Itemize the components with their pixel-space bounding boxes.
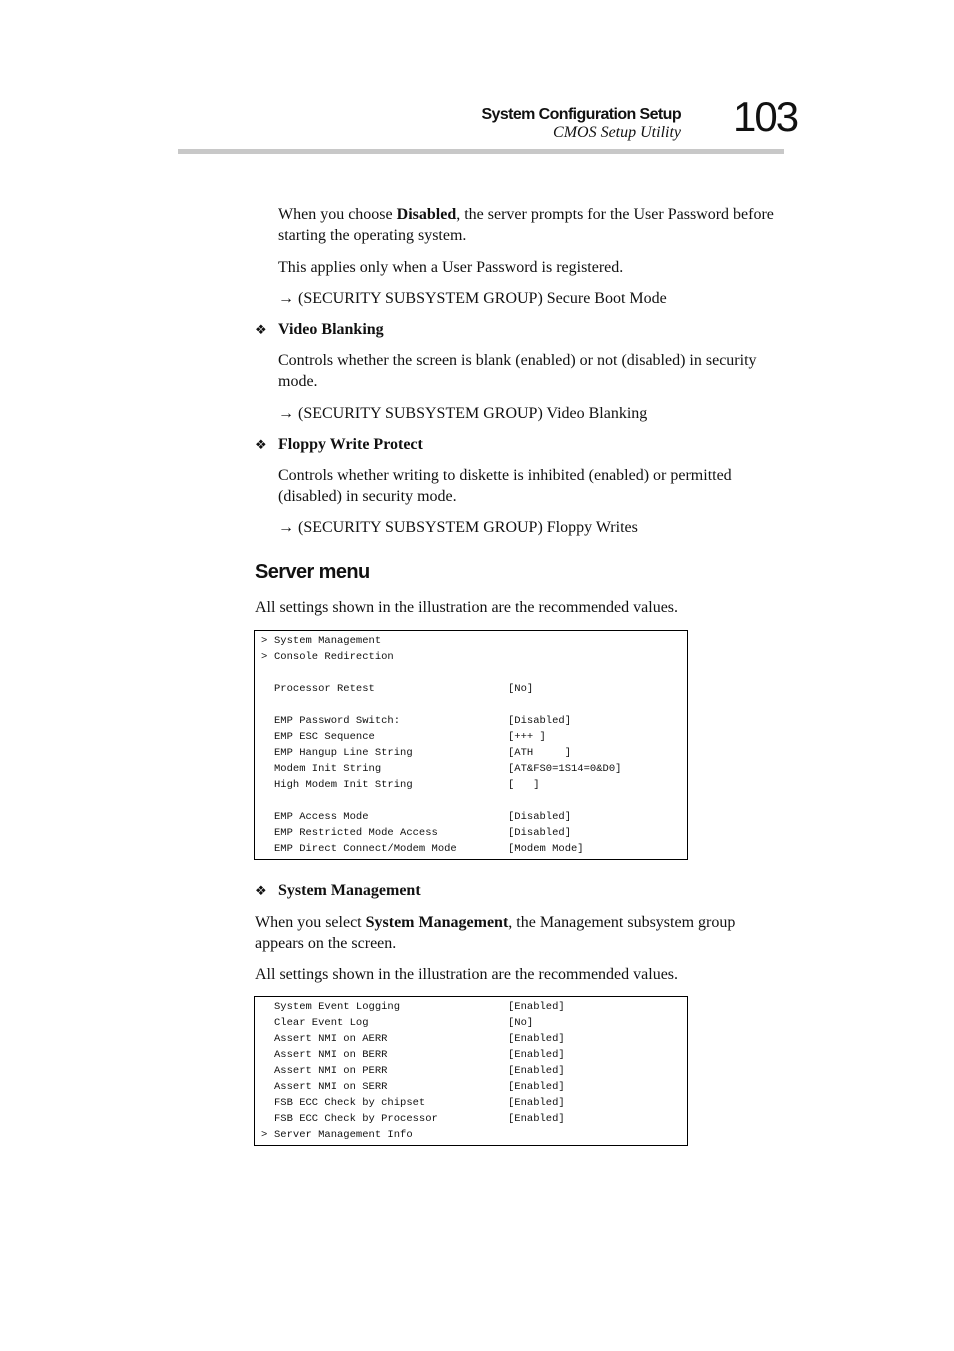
server-menu-heading: Server menu [255, 561, 370, 583]
setting-label: Assert NMI on PERR [274, 1065, 388, 1077]
setting-value[interactable]: [Disabled] [508, 811, 572, 823]
setting-label: EMP ESC Sequence [274, 731, 375, 743]
setting-value[interactable]: [AT&FS0=1S14=0&D0] [508, 763, 622, 775]
chapter-title: System Configuration Setup [481, 106, 681, 123]
setting-value[interactable]: [Modem Mode] [508, 843, 584, 855]
screen-row[interactable] [255, 683, 687, 695]
system-management-description [255, 912, 775, 954]
bold-term: System Management [365, 914, 509, 931]
screen-row[interactable] [255, 1065, 687, 1077]
setting-value[interactable]: [Enabled] [508, 1097, 565, 1109]
setting-label: System Event Logging [274, 1001, 401, 1013]
screen-row[interactable] [255, 747, 687, 759]
diamond-bullet-icon: ❖ [255, 883, 267, 898]
screen-row[interactable] [255, 715, 687, 727]
page-header [0, 0, 954, 160]
screen-row[interactable] [255, 1081, 687, 1093]
floppy-write-protect-heading [255, 434, 423, 455]
bold-term: Disabled [396, 206, 457, 223]
setting-label: Server Management Info [274, 1129, 413, 1141]
system-management-screen [254, 996, 688, 1146]
setting-label: Assert NMI on AERR [274, 1033, 388, 1045]
screen-row[interactable] [255, 1097, 687, 1109]
setting-label: EMP Restricted Mode Access [274, 827, 438, 839]
text-run: When you select [255, 914, 366, 931]
screen-row[interactable] [255, 1001, 687, 1013]
system-management-note: All settings shown in the illustration are the recommended values. [255, 966, 679, 983]
screen-row [255, 699, 687, 711]
floppy-write-protect-description: Controls whether writing to diskette is inhibited (enabled) or permitted (disabled) in security mode. [278, 467, 732, 505]
screen-row [255, 667, 687, 679]
setting-value[interactable]: [Enabled] [508, 1001, 565, 1013]
video-blanking-reference: → (SECURITY SUBSYSTEM GROUP) Video Blanking [278, 405, 648, 422]
text-run: , the server prompts for the User Password before starting the operating system. [278, 206, 774, 244]
screen-row[interactable] [255, 827, 687, 839]
setting-value[interactable]: [Enabled] [508, 1033, 565, 1045]
secure-boot-reference: → (SECURITY SUBSYSTEM GROUP) Secure Boot Mode [278, 290, 667, 307]
server-menu-screen [254, 630, 688, 860]
screen-row [255, 795, 687, 807]
screen-row[interactable] [255, 635, 687, 647]
section-subtitle: CMOS Setup Utility [553, 124, 681, 141]
video-blanking-description: Controls whether the screen is blank (enabled) or not (disabled) in security mode. [278, 352, 757, 390]
setting-value[interactable]: [Enabled] [508, 1081, 565, 1093]
setting-value[interactable]: [+++ ] [508, 731, 546, 743]
setting-label: Assert NMI on BERR [274, 1049, 388, 1061]
screen-row[interactable] [255, 651, 687, 663]
floppy-write-protect-reference: → (SECURITY SUBSYSTEM GROUP) Floppy Writes [278, 519, 638, 536]
screen-row[interactable] [255, 1113, 687, 1125]
setting-value[interactable]: [Disabled] [508, 827, 572, 839]
submenu-arrow-icon: > [261, 1129, 268, 1141]
setting-value[interactable]: [Enabled] [508, 1049, 565, 1061]
screen-row[interactable] [255, 779, 687, 791]
diamond-bullet-icon: ❖ [255, 322, 267, 337]
screen-row[interactable] [255, 763, 687, 775]
registration-note: This applies only when a User Password is registered. [278, 259, 624, 276]
bullet-title: System Management [278, 882, 421, 899]
disabled-explanation [278, 204, 778, 246]
setting-label: FSB ECC Check by Processor [274, 1113, 438, 1125]
setting-label: EMP Access Mode [274, 811, 369, 823]
setting-label: Processor Retest [274, 683, 375, 695]
server-menu-note: All settings shown in the illustration are the recommended values. [255, 599, 679, 616]
setting-label: Modem Init String [274, 763, 382, 775]
screen-row[interactable] [255, 731, 687, 743]
system-management-heading [255, 880, 421, 901]
setting-value[interactable]: [Enabled] [508, 1113, 565, 1125]
header-divider [178, 149, 784, 154]
diamond-bullet-icon: ❖ [255, 437, 267, 452]
setting-value[interactable]: [ ] [508, 779, 540, 791]
setting-value[interactable]: [ATH ] [508, 747, 572, 759]
submenu-arrow-icon: > [261, 651, 268, 663]
screen-row[interactable] [255, 1017, 687, 1029]
screen-row[interactable] [255, 811, 687, 823]
bullet-title: Floppy Write Protect [278, 436, 423, 453]
setting-label: EMP Direct Connect/Modem Mode [274, 843, 457, 855]
text-run: , the Management subsystem group appears on the screen. [255, 914, 736, 952]
text-run: When you choose [278, 206, 397, 223]
setting-value[interactable]: [Enabled] [508, 1065, 565, 1077]
setting-label: Assert NMI on SERR [274, 1081, 388, 1093]
setting-label: Clear Event Log [274, 1017, 369, 1029]
setting-value[interactable]: [No] [508, 683, 534, 695]
screen-row[interactable] [255, 1033, 687, 1045]
setting-label: Console Redirection [274, 651, 394, 663]
screen-row[interactable] [255, 1049, 687, 1061]
setting-value[interactable]: [No] [508, 1017, 534, 1029]
setting-label: System Management [274, 635, 382, 647]
setting-label: EMP Hangup Line String [274, 747, 413, 759]
video-blanking-heading [255, 319, 384, 340]
setting-label: FSB ECC Check by chipset [274, 1097, 426, 1109]
screen-row[interactable] [255, 1129, 687, 1141]
page-number: 103 [733, 93, 798, 140]
setting-label: EMP Password Switch: [274, 715, 401, 727]
setting-label: High Modem Init String [274, 779, 413, 791]
screen-row[interactable] [255, 843, 687, 855]
submenu-arrow-icon: > [261, 635, 268, 647]
bullet-title: Video Blanking [278, 321, 384, 338]
setting-value[interactable]: [Disabled] [508, 715, 572, 727]
